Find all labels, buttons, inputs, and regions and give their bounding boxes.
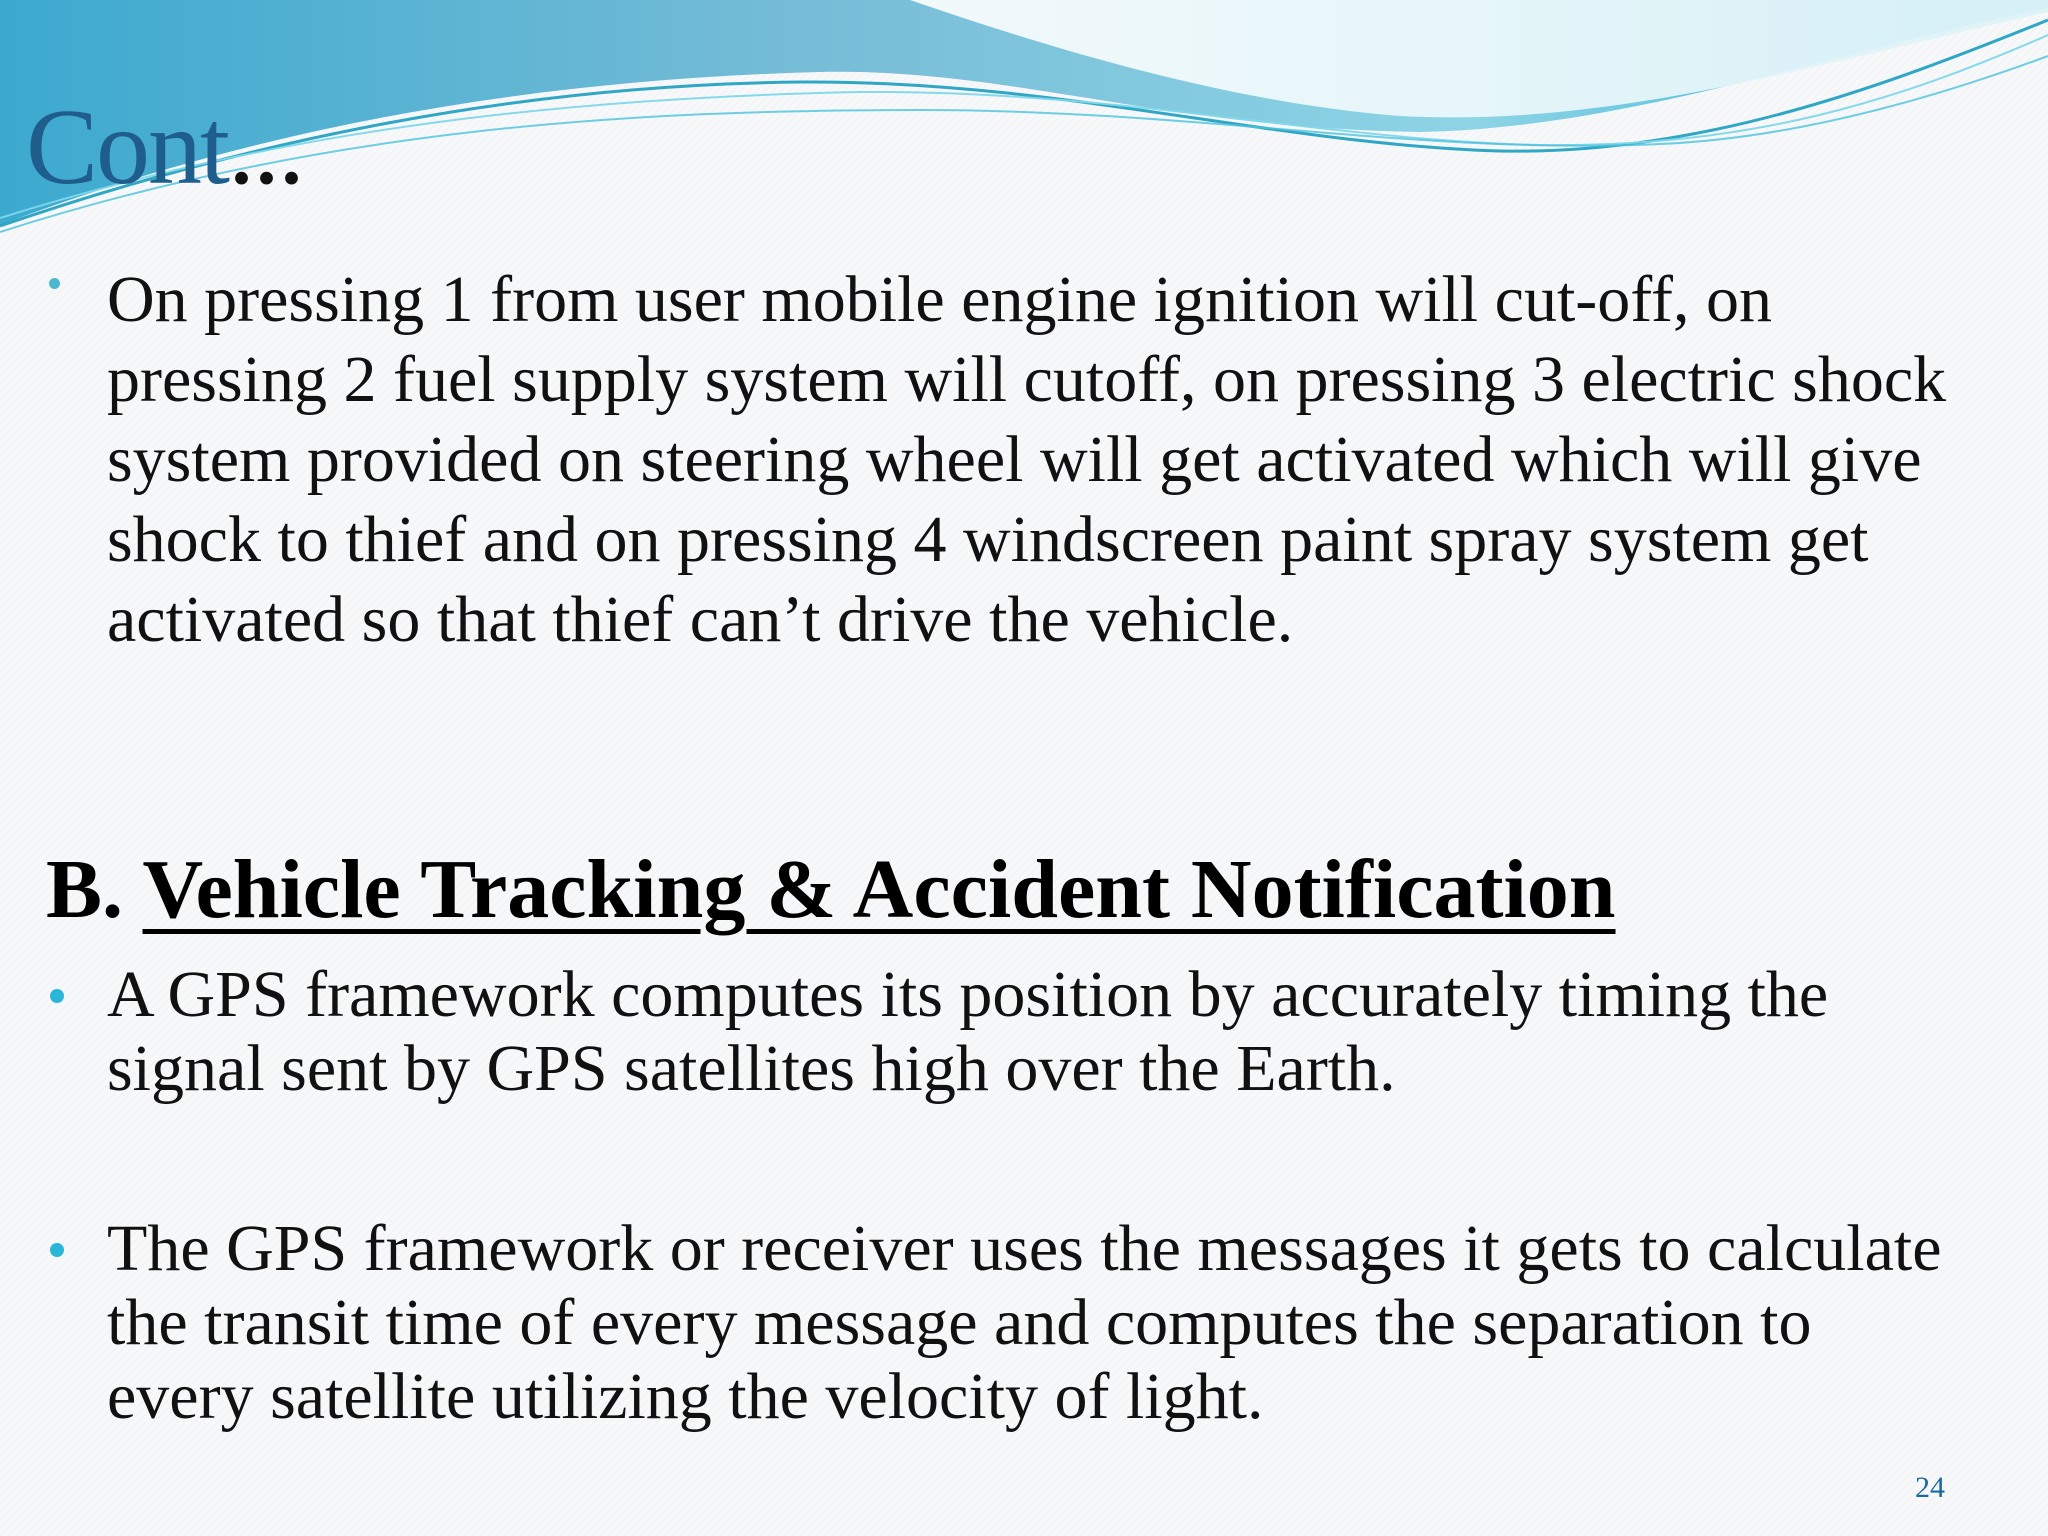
title-ellipsis: ... — [228, 88, 304, 207]
gps-bullet-2-text: The GPS framework or receiver uses the messages it gets to calculate the transit time of every message and computes the separation to every satellite utilizing the velocity of light. — [107, 1212, 1942, 1433]
section-prefix: B. — [46, 843, 124, 936]
gps-bullet-1-text: A GPS framework computes its position by accurately timing the signal sent by GPS satellites high over the Earth. — [107, 958, 1829, 1105]
section-title: Vehicle Tracking & Accident Notification — [142, 843, 1616, 936]
bullet-dot-icon — [50, 1243, 64, 1257]
page-number: 24 — [1915, 1471, 1945, 1504]
bullet-dot-icon — [49, 278, 60, 289]
slide-title — [26, 88, 304, 207]
section-heading — [46, 843, 1616, 936]
wave-decoration — [0, 0, 2048, 240]
bullet-dot-icon — [50, 989, 64, 1003]
intro-bullet-text: On pressing 1 from user mobile engine ignition will cut-off, on pressing 2 fuel supply system will cutoff, on pressing 3 electric shock system provided on steering wheel will get activated which will give shock to thief and on pressing 4 windscreen paint spray system get activated so that thief can’t drive the vehicle. — [107, 263, 1947, 656]
title-text: Cont — [26, 88, 229, 207]
